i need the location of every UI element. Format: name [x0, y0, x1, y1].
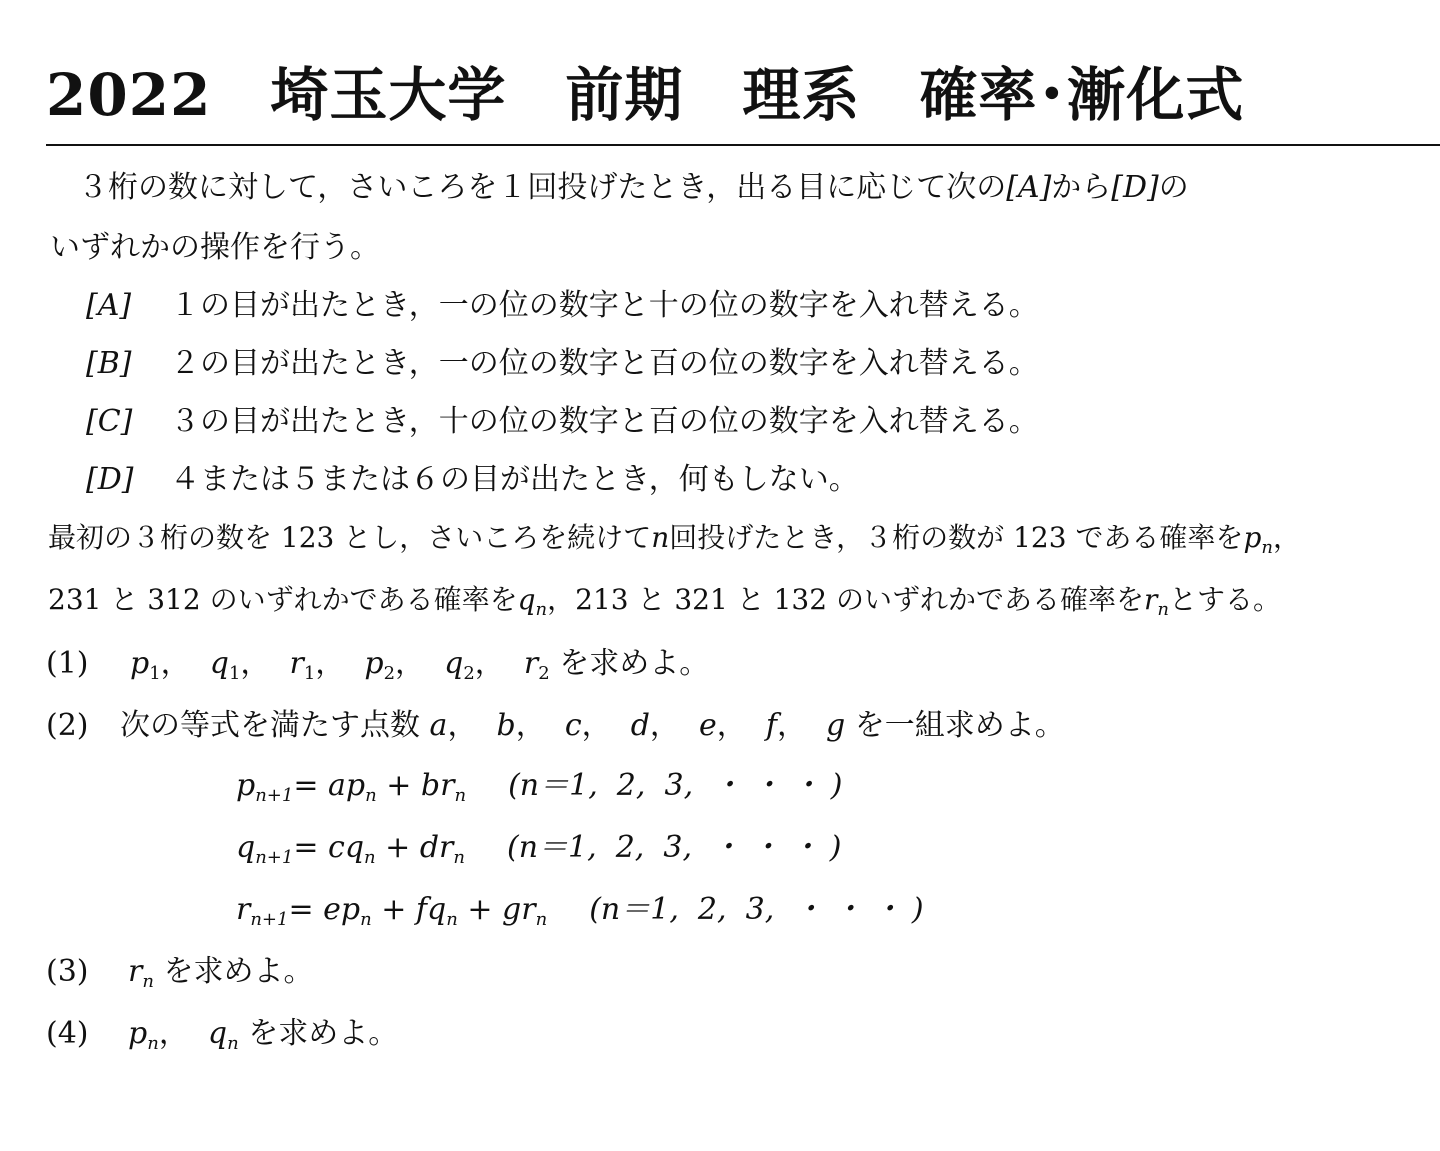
var: e [699, 708, 717, 743]
equation-1: $p_{n+1}= ap_n + br_n$ (n＝1, 2, 3, ・ ・ ・ ) [236, 768, 843, 806]
operation-a [86, 284, 1039, 328]
var: p [364, 646, 384, 681]
setup-text: とする。 [1168, 583, 1281, 616]
subscript: 1 [149, 663, 161, 684]
equation-range: (n＝1, 2, 3, ・ ・ ・ ) [507, 830, 842, 865]
var: p [130, 646, 150, 681]
var-q: q [517, 583, 536, 616]
operation-text: １の目が出たとき，一の位の数字と十の位の数字を入れ替える。 [170, 288, 1039, 323]
equation-3: $r_{n+1}= ep_n + fq_n + gr_n$ (n＝1, 2, 3, ・ ・ ・ ) [236, 892, 924, 930]
question-2-number: (2) [46, 708, 89, 743]
operation-text: ３の目が出たとき，十の位の数字と百の位の数字を入れ替える。 [170, 404, 1039, 439]
question-text: を求めよ。 [248, 1016, 399, 1051]
question-text: を一組求めよ。 [854, 708, 1065, 743]
operation-d [86, 458, 859, 502]
subscript: n [535, 599, 548, 620]
intro-line-2: いずれかの操作を行う。 [50, 230, 380, 265]
setup-text: 231 と 312 のいずれかである確率を [48, 583, 518, 616]
subscript: n [1157, 599, 1169, 620]
subscript: 2 [463, 663, 475, 684]
subscript: n [1261, 537, 1273, 558]
operation-tag: [D] [86, 462, 134, 497]
question-4-number: (4) [46, 1016, 89, 1051]
separator: ， [158, 1016, 189, 1051]
var: r [289, 646, 304, 681]
var: g [826, 708, 846, 743]
question-1: $p_1$， $q_1$， $r_1$， $p_2$， $q_2$， $r_2$ を求めよ。 [130, 646, 710, 684]
operation-tag: [B] [86, 346, 132, 381]
question-text: を求めよ。 [559, 646, 710, 681]
title-divider [46, 144, 1440, 146]
intro-text: ３桁の数に対して，さいころを１回投げたとき，出る目に応じて次の [78, 170, 1007, 205]
question-4 [128, 1012, 398, 1066]
op-ref-a: [A] [1006, 170, 1052, 205]
operation-tag: [C] [86, 404, 133, 439]
var: a [429, 708, 448, 743]
intro-text: の [1158, 170, 1189, 205]
var: d [630, 708, 650, 743]
operation-tag: [A] [86, 288, 132, 323]
subscript: n [227, 1033, 239, 1054]
subscript: 1 [228, 663, 241, 684]
setup-line-2 [48, 578, 1281, 632]
var: b [496, 708, 516, 743]
operation-text: ２の目が出たとき，一の位の数字と百の位の数字を入れ替える。 [170, 346, 1039, 381]
question-3 [128, 950, 313, 1004]
setup-line-1 [48, 516, 1301, 570]
var: q [209, 646, 229, 681]
subscript: n [147, 1033, 159, 1054]
setup-text: ，213 と 321 と 132 のいずれかである確率を [547, 583, 1144, 616]
var-p: p [1243, 521, 1262, 554]
var-p: p [128, 1016, 148, 1051]
operation-c [86, 400, 1039, 444]
question-text: を求めよ。 [163, 954, 314, 989]
question-text: 次の等式を満たす点数 [120, 708, 420, 743]
setup-text: 回投げたとき，３桁の数が 123 である確率を [669, 521, 1244, 554]
page-title: 2022 埼玉大学 前期 理系 確率･漸化式 [46, 61, 1245, 129]
equation-range: (n＝1, 2, 3, ・ ・ ・ ) [508, 768, 843, 803]
subscript: 2 [383, 663, 396, 684]
operation-text: ４または５または６の目が出たとき，何もしない。 [170, 462, 859, 497]
subscript: n [142, 971, 154, 992]
subscript: 2 [538, 663, 550, 684]
var: c [564, 708, 582, 743]
var: q [444, 646, 464, 681]
question-2: 次の等式を満たす点数 a， b， c， d， e， f， g を一組求めよ。 [120, 708, 1065, 743]
intro-line-1 [78, 166, 1189, 210]
subscript: 1 [303, 663, 316, 684]
equation-2: $q_{n+1}= cq_n + dr_n$ (n＝1, 2, 3, ・ ・ ・ ) [236, 830, 842, 868]
intro-text: から [1051, 170, 1112, 205]
var: f [765, 708, 777, 743]
var-r: r [128, 954, 143, 989]
question-1-number: (1) [46, 646, 89, 681]
equation-range: (n＝1, 2, 3, ・ ・ ・ ) [589, 892, 924, 927]
operation-b [86, 342, 1039, 386]
var-n: n [651, 521, 670, 554]
setup-text: ， [1272, 521, 1301, 554]
question-3-number: (3) [46, 954, 89, 989]
var-r: r [1143, 583, 1158, 616]
setup-text: 最初の３桁の数を 123 とし，さいころを続けて [48, 521, 652, 554]
var: r [523, 646, 539, 681]
op-ref-d: [D] [1111, 170, 1159, 205]
var-q: q [207, 1016, 228, 1051]
